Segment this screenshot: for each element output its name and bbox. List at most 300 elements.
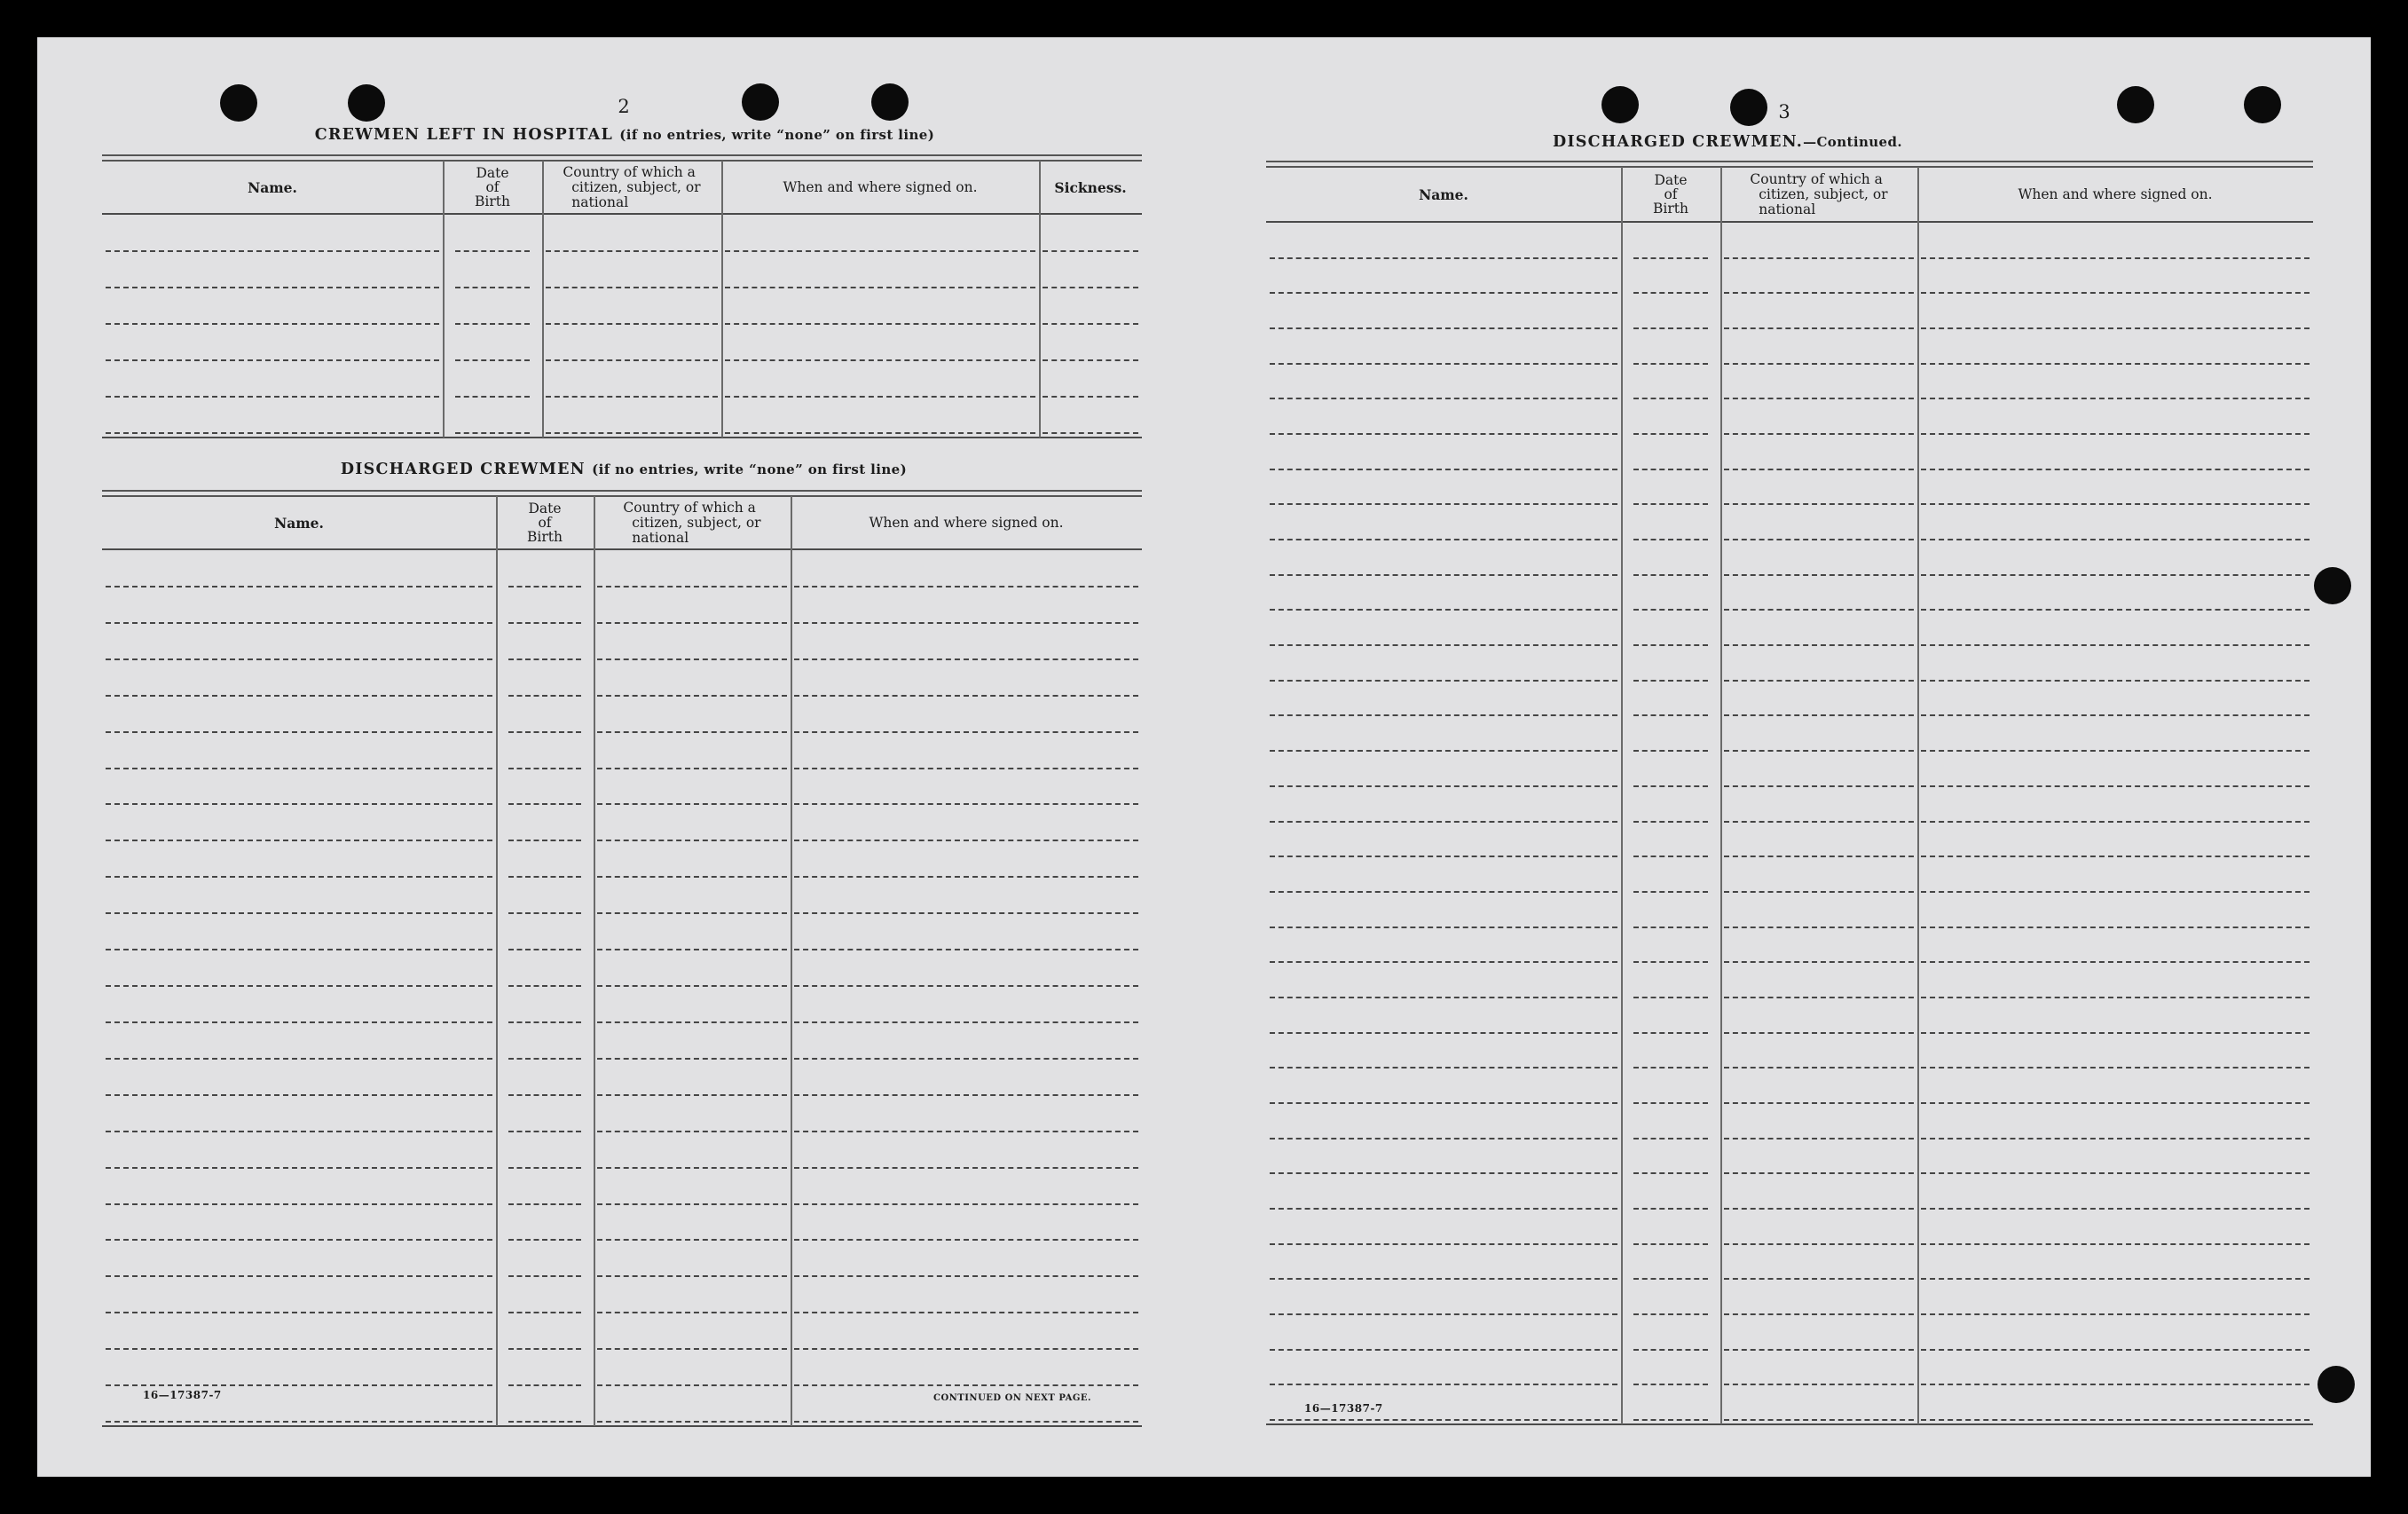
- entry-line: [1633, 327, 1708, 329]
- entry-line: [794, 1021, 1138, 1023]
- entry-line: [1724, 539, 1914, 540]
- entry-line: [455, 250, 530, 252]
- punch-hole: [348, 84, 385, 122]
- entry-line: [1921, 750, 2310, 752]
- discharged-table-left: [102, 490, 1142, 1427]
- entry-line: [508, 840, 581, 841]
- entry-line: [106, 768, 492, 769]
- entry-line: [106, 803, 492, 805]
- entry-line: [1633, 1172, 1708, 1174]
- entry-line: [1724, 609, 1914, 611]
- entry-line: [508, 586, 581, 587]
- entry-line: [1270, 1313, 1617, 1315]
- column-header: When and where signed on.: [869, 515, 1064, 531]
- table-top-rule: [1266, 161, 2313, 162]
- entry-line: [106, 622, 492, 624]
- page-number-right: 3: [1778, 101, 1790, 122]
- entry-line: [546, 287, 718, 288]
- entry-line: [1724, 503, 1914, 505]
- entry-line: [1270, 856, 1617, 857]
- entry-line: [508, 803, 581, 805]
- entry-line: [508, 1203, 581, 1205]
- entry-line: [1633, 927, 1708, 928]
- entry-line: [1270, 961, 1617, 963]
- entry-line: [794, 586, 1138, 587]
- punch-hole: [1601, 86, 1639, 123]
- column-header: Name.: [248, 178, 297, 196]
- entry-line: [1724, 644, 1914, 646]
- entry-line: [1633, 1419, 1708, 1421]
- punch-hole: [2318, 1366, 2355, 1403]
- entry-line: [1724, 1138, 1914, 1139]
- entry-line: [1633, 644, 1708, 646]
- entry-line: [1043, 359, 1138, 361]
- column-header: Name.: [274, 514, 324, 532]
- column-divider: [1621, 167, 1623, 1424]
- entry-line: [1724, 327, 1914, 329]
- entry-line: [508, 1239, 581, 1241]
- punch-hole: [742, 83, 779, 121]
- entry-line: [106, 1384, 492, 1386]
- entry-line: [1270, 1384, 1617, 1385]
- entry-line: [597, 840, 787, 841]
- entry-line: [597, 768, 787, 769]
- entry-line: [1724, 856, 1914, 857]
- entry-line: [508, 1384, 581, 1386]
- entry-line: [455, 359, 530, 361]
- entry-line: [508, 658, 581, 660]
- entry-line: [1921, 1349, 2310, 1351]
- entry-line: [508, 1021, 581, 1023]
- entry-line: [1270, 1278, 1617, 1280]
- entry-line: [1270, 257, 1617, 259]
- entry-line: [1270, 292, 1617, 294]
- entry-line: [1633, 750, 1708, 752]
- entry-line: [106, 1239, 492, 1241]
- entry-line: [597, 1275, 787, 1277]
- entry-line: [1724, 997, 1914, 998]
- entry-line: [1270, 398, 1617, 399]
- entry-line: [508, 1131, 581, 1132]
- entry-line: [597, 731, 787, 733]
- column-divider: [791, 496, 792, 1426]
- entry-line: [794, 622, 1138, 624]
- entry-line: [725, 287, 1035, 288]
- entry-line: [794, 1384, 1138, 1386]
- entry-line: [1724, 1313, 1914, 1315]
- column-header: When and where signed on.: [2018, 186, 2213, 202]
- entry-line: [1633, 363, 1708, 365]
- column-divider: [594, 496, 595, 1426]
- column-header: Country of which a citizen, subject, or national: [563, 163, 701, 210]
- header-rule: [1266, 221, 2313, 223]
- entry-line: [794, 840, 1138, 841]
- table-bottom-rule: [102, 437, 1142, 438]
- entry-line: [508, 1348, 581, 1350]
- entry-line: [794, 1203, 1138, 1205]
- entry-line: [546, 432, 718, 434]
- entry-line: [1921, 1172, 2310, 1174]
- entry-line: [794, 1421, 1138, 1423]
- discharged-section-title: DISCHARGED CREWMEN (if no entries, write “none” on first line): [340, 461, 908, 478]
- entry-line: [725, 359, 1035, 361]
- entry-line: [1633, 1384, 1708, 1385]
- entry-line: [508, 876, 581, 878]
- entry-line: [1921, 574, 2310, 576]
- entry-line: [106, 658, 492, 660]
- entry-line: [546, 396, 718, 398]
- hospital-table: [102, 154, 1142, 438]
- entry-line: [1633, 961, 1708, 963]
- entry-line: [106, 1348, 492, 1350]
- punch-hole: [2244, 86, 2281, 123]
- entry-line: [508, 1167, 581, 1169]
- column-header: Country of which a citizen, subject, or national: [1750, 170, 1888, 217]
- entry-line: [106, 985, 492, 987]
- entry-line: [597, 876, 787, 878]
- column-header: Sickness.: [1054, 178, 1127, 196]
- entry-line: [1921, 257, 2310, 259]
- entry-line: [1633, 1349, 1708, 1351]
- entry-line: [1633, 1208, 1708, 1210]
- entry-line: [1270, 1102, 1617, 1104]
- punch-hole: [2117, 86, 2154, 123]
- entry-line: [508, 1058, 581, 1060]
- entry-line: [1633, 257, 1708, 259]
- entry-line: [1043, 287, 1138, 288]
- entry-line: [546, 359, 718, 361]
- entry-line: [794, 803, 1138, 805]
- entry-line: [106, 1312, 492, 1313]
- entry-line: [1270, 714, 1617, 716]
- entry-line: [597, 695, 787, 697]
- entry-line: [106, 1203, 492, 1205]
- entry-line: [597, 622, 787, 624]
- entry-line: [455, 287, 530, 288]
- entry-line: [455, 396, 530, 398]
- entry-line: [546, 250, 718, 252]
- entry-line: [1724, 1278, 1914, 1280]
- entry-line: [106, 432, 439, 434]
- entry-line: [1724, 398, 1914, 399]
- entry-line: [1043, 432, 1138, 434]
- entry-line: [1724, 680, 1914, 682]
- entry-line: [1633, 1067, 1708, 1068]
- entry-line: [1921, 1208, 2310, 1210]
- entry-line: [794, 1167, 1138, 1169]
- entry-line: [1633, 1243, 1708, 1245]
- entry-line: [1270, 1172, 1617, 1174]
- entry-line: [1724, 1067, 1914, 1068]
- entry-line: [508, 731, 581, 733]
- column-header: Country of which a citizen, subject, or national: [623, 499, 761, 546]
- entry-line: [1921, 433, 2310, 435]
- table-bottom-rule: [1266, 1423, 2313, 1425]
- entry-line: [1043, 250, 1138, 252]
- entry-line: [1724, 1243, 1914, 1245]
- entry-line: [597, 985, 787, 987]
- entry-line: [106, 1021, 492, 1023]
- entry-line: [1921, 714, 2310, 716]
- entry-line: [1633, 821, 1708, 823]
- entry-line: [794, 768, 1138, 769]
- entry-line: [1724, 1032, 1914, 1034]
- column-header: Date of Birth: [527, 501, 563, 545]
- header-rule: [102, 213, 1142, 215]
- entry-line: [1921, 292, 2310, 294]
- entry-line: [1724, 785, 1914, 787]
- entry-line: [1633, 856, 1708, 857]
- entry-line: [1921, 1384, 2310, 1385]
- entry-line: [508, 1094, 581, 1096]
- entry-line: [1270, 574, 1617, 576]
- entry-line: [597, 1167, 787, 1169]
- entry-line: [546, 323, 718, 325]
- punch-hole: [1730, 89, 1767, 126]
- entry-line: [1633, 680, 1708, 682]
- entry-line: [508, 695, 581, 697]
- entry-line: [106, 1275, 492, 1277]
- entry-line: [1633, 539, 1708, 540]
- form-number-left: 16—17387-7: [143, 1389, 222, 1401]
- entry-line: [1921, 327, 2310, 329]
- entry-line: [597, 912, 787, 914]
- column-divider: [1917, 167, 1919, 1424]
- entry-line: [1633, 1032, 1708, 1034]
- entry-line: [1270, 1349, 1617, 1351]
- entry-line: [1724, 821, 1914, 823]
- entry-line: [106, 1094, 492, 1096]
- entry-line: [794, 949, 1138, 950]
- entry-line: [794, 1239, 1138, 1241]
- entry-line: [597, 1021, 787, 1023]
- entry-line: [1633, 1313, 1708, 1315]
- entry-line: [1633, 609, 1708, 611]
- discharged-table-right: [1266, 161, 2313, 1425]
- column-header: Name.: [1419, 185, 1468, 203]
- entry-line: [1921, 821, 2310, 823]
- column-header: When and where signed on.: [783, 179, 978, 195]
- entry-line: [1270, 1138, 1617, 1139]
- entry-line: [597, 1058, 787, 1060]
- table-top-rule: [102, 490, 1142, 492]
- entry-line: [1921, 1138, 2310, 1139]
- entry-line: [1921, 503, 2310, 505]
- entry-line: [1921, 469, 2310, 470]
- entry-line: [1270, 469, 1617, 470]
- entry-line: [794, 1058, 1138, 1060]
- entry-line: [508, 985, 581, 987]
- entry-line: [106, 250, 439, 252]
- entry-line: [1633, 398, 1708, 399]
- entry-line: [597, 1203, 787, 1205]
- entry-line: [725, 432, 1035, 434]
- entry-line: [1270, 327, 1617, 329]
- entry-line: [1270, 433, 1617, 435]
- entry-line: [106, 949, 492, 950]
- entry-line: [1921, 398, 2310, 399]
- entry-line: [106, 731, 492, 733]
- entry-line: [1270, 1067, 1617, 1068]
- form-number-right: 16—17387-7: [1304, 1402, 1383, 1415]
- entry-line: [508, 622, 581, 624]
- entry-line: [1921, 997, 2310, 998]
- entry-line: [106, 876, 492, 878]
- entry-line: [794, 876, 1138, 878]
- entry-line: [1921, 680, 2310, 682]
- column-header: Date of Birth: [1653, 172, 1688, 217]
- entry-line: [725, 250, 1035, 252]
- entry-line: [1270, 644, 1617, 646]
- entry-line: [1724, 891, 1914, 893]
- entry-line: [1921, 961, 2310, 963]
- entry-line: [794, 1348, 1138, 1350]
- continued-note: CONTINUED ON NEXT PAGE.: [933, 1393, 1092, 1403]
- entry-line: [1633, 714, 1708, 716]
- entry-line: [597, 803, 787, 805]
- entry-line: [508, 1312, 581, 1313]
- entry-line: [794, 1094, 1138, 1096]
- entry-line: [1724, 257, 1914, 259]
- entry-line: [1724, 714, 1914, 716]
- table-top-rule: [102, 154, 1142, 156]
- entry-line: [1724, 750, 1914, 752]
- entry-line: [597, 1421, 787, 1423]
- entry-line: [1921, 1243, 2310, 1245]
- entry-line: [508, 912, 581, 914]
- entry-line: [597, 586, 787, 587]
- entry-line: [1270, 927, 1617, 928]
- entry-line: [1633, 891, 1708, 893]
- entry-line: [508, 768, 581, 769]
- entry-line: [1724, 574, 1914, 576]
- entry-line: [1270, 363, 1617, 365]
- page-number-left: 2: [618, 96, 630, 117]
- entry-line: [106, 287, 439, 288]
- entry-line: [1270, 1208, 1617, 1210]
- entry-line: [1921, 1419, 2310, 1421]
- entry-line: [1724, 363, 1914, 365]
- entry-line: [1724, 927, 1914, 928]
- entry-line: [597, 1094, 787, 1096]
- entry-line: [106, 1421, 492, 1423]
- entry-line: [1270, 1032, 1617, 1034]
- entry-line: [508, 1275, 581, 1277]
- entry-line: [725, 323, 1035, 325]
- entry-line: [1921, 856, 2310, 857]
- column-divider: [1720, 167, 1722, 1424]
- punch-hole: [2314, 567, 2351, 604]
- entry-line: [725, 396, 1035, 398]
- entry-line: [1921, 363, 2310, 365]
- entry-line: [1633, 1102, 1708, 1104]
- table-bottom-rule: [102, 1425, 1142, 1427]
- entry-line: [1724, 1172, 1914, 1174]
- entry-line: [1270, 821, 1617, 823]
- punch-hole: [220, 84, 257, 122]
- entry-line: [106, 912, 492, 914]
- entry-line: [508, 949, 581, 950]
- entry-line: [597, 658, 787, 660]
- entry-line: [1270, 1243, 1617, 1245]
- entry-line: [1724, 1419, 1914, 1421]
- entry-line: [106, 323, 439, 325]
- entry-line: [1633, 469, 1708, 470]
- entry-line: [455, 323, 530, 325]
- entry-line: [455, 432, 530, 434]
- entry-line: [1921, 1067, 2310, 1068]
- entry-line: [1724, 1208, 1914, 1210]
- column-header: Date of Birth: [475, 165, 510, 209]
- entry-line: [597, 1239, 787, 1241]
- entry-line: [1724, 1349, 1914, 1351]
- entry-line: [794, 1312, 1138, 1313]
- entry-line: [1724, 1384, 1914, 1385]
- entry-line: [1270, 1419, 1617, 1421]
- entry-line: [794, 731, 1138, 733]
- entry-line: [1921, 1102, 2310, 1104]
- entry-line: [597, 1131, 787, 1132]
- entry-line: [106, 396, 439, 398]
- entry-line: [1633, 1138, 1708, 1139]
- entry-line: [106, 1131, 492, 1132]
- entry-line: [1270, 997, 1617, 998]
- entry-line: [1724, 1102, 1914, 1104]
- entry-line: [106, 695, 492, 697]
- entry-line: [1270, 750, 1617, 752]
- entry-line: [1921, 609, 2310, 611]
- entry-line: [1270, 539, 1617, 540]
- entry-line: [597, 1312, 787, 1313]
- entry-line: [1921, 785, 2310, 787]
- column-divider: [496, 496, 498, 1426]
- entry-line: [1633, 292, 1708, 294]
- entry-line: [597, 1384, 787, 1386]
- entry-line: [794, 985, 1138, 987]
- entry-line: [794, 1131, 1138, 1132]
- entry-line: [1921, 539, 2310, 540]
- entry-line: [1921, 927, 2310, 928]
- entry-line: [1043, 323, 1138, 325]
- entry-line: [106, 359, 439, 361]
- entry-line: [106, 586, 492, 587]
- entry-line: [106, 840, 492, 841]
- entry-line: [1270, 609, 1617, 611]
- entry-line: [794, 695, 1138, 697]
- entry-line: [1270, 680, 1617, 682]
- entry-line: [1724, 469, 1914, 470]
- entry-line: [1633, 503, 1708, 505]
- entry-line: [1633, 785, 1708, 787]
- entry-line: [1921, 1032, 2310, 1034]
- entry-line: [1633, 1278, 1708, 1280]
- header-rule: [102, 548, 1142, 550]
- hospital-section-title: CREWMEN LEFT IN HOSPITAL (if no entries, write “none” on first line): [314, 126, 935, 144]
- entry-line: [794, 658, 1138, 660]
- entry-line: [106, 1167, 492, 1169]
- entry-line: [1270, 891, 1617, 893]
- entry-line: [1724, 961, 1914, 963]
- punch-hole: [871, 83, 909, 121]
- entry-line: [1270, 503, 1617, 505]
- entry-line: [794, 912, 1138, 914]
- entry-line: [1043, 396, 1138, 398]
- entry-line: [508, 1421, 581, 1423]
- entry-line: [597, 949, 787, 950]
- entry-line: [1921, 1278, 2310, 1280]
- entry-line: [1921, 1313, 2310, 1315]
- entry-line: [106, 1058, 492, 1060]
